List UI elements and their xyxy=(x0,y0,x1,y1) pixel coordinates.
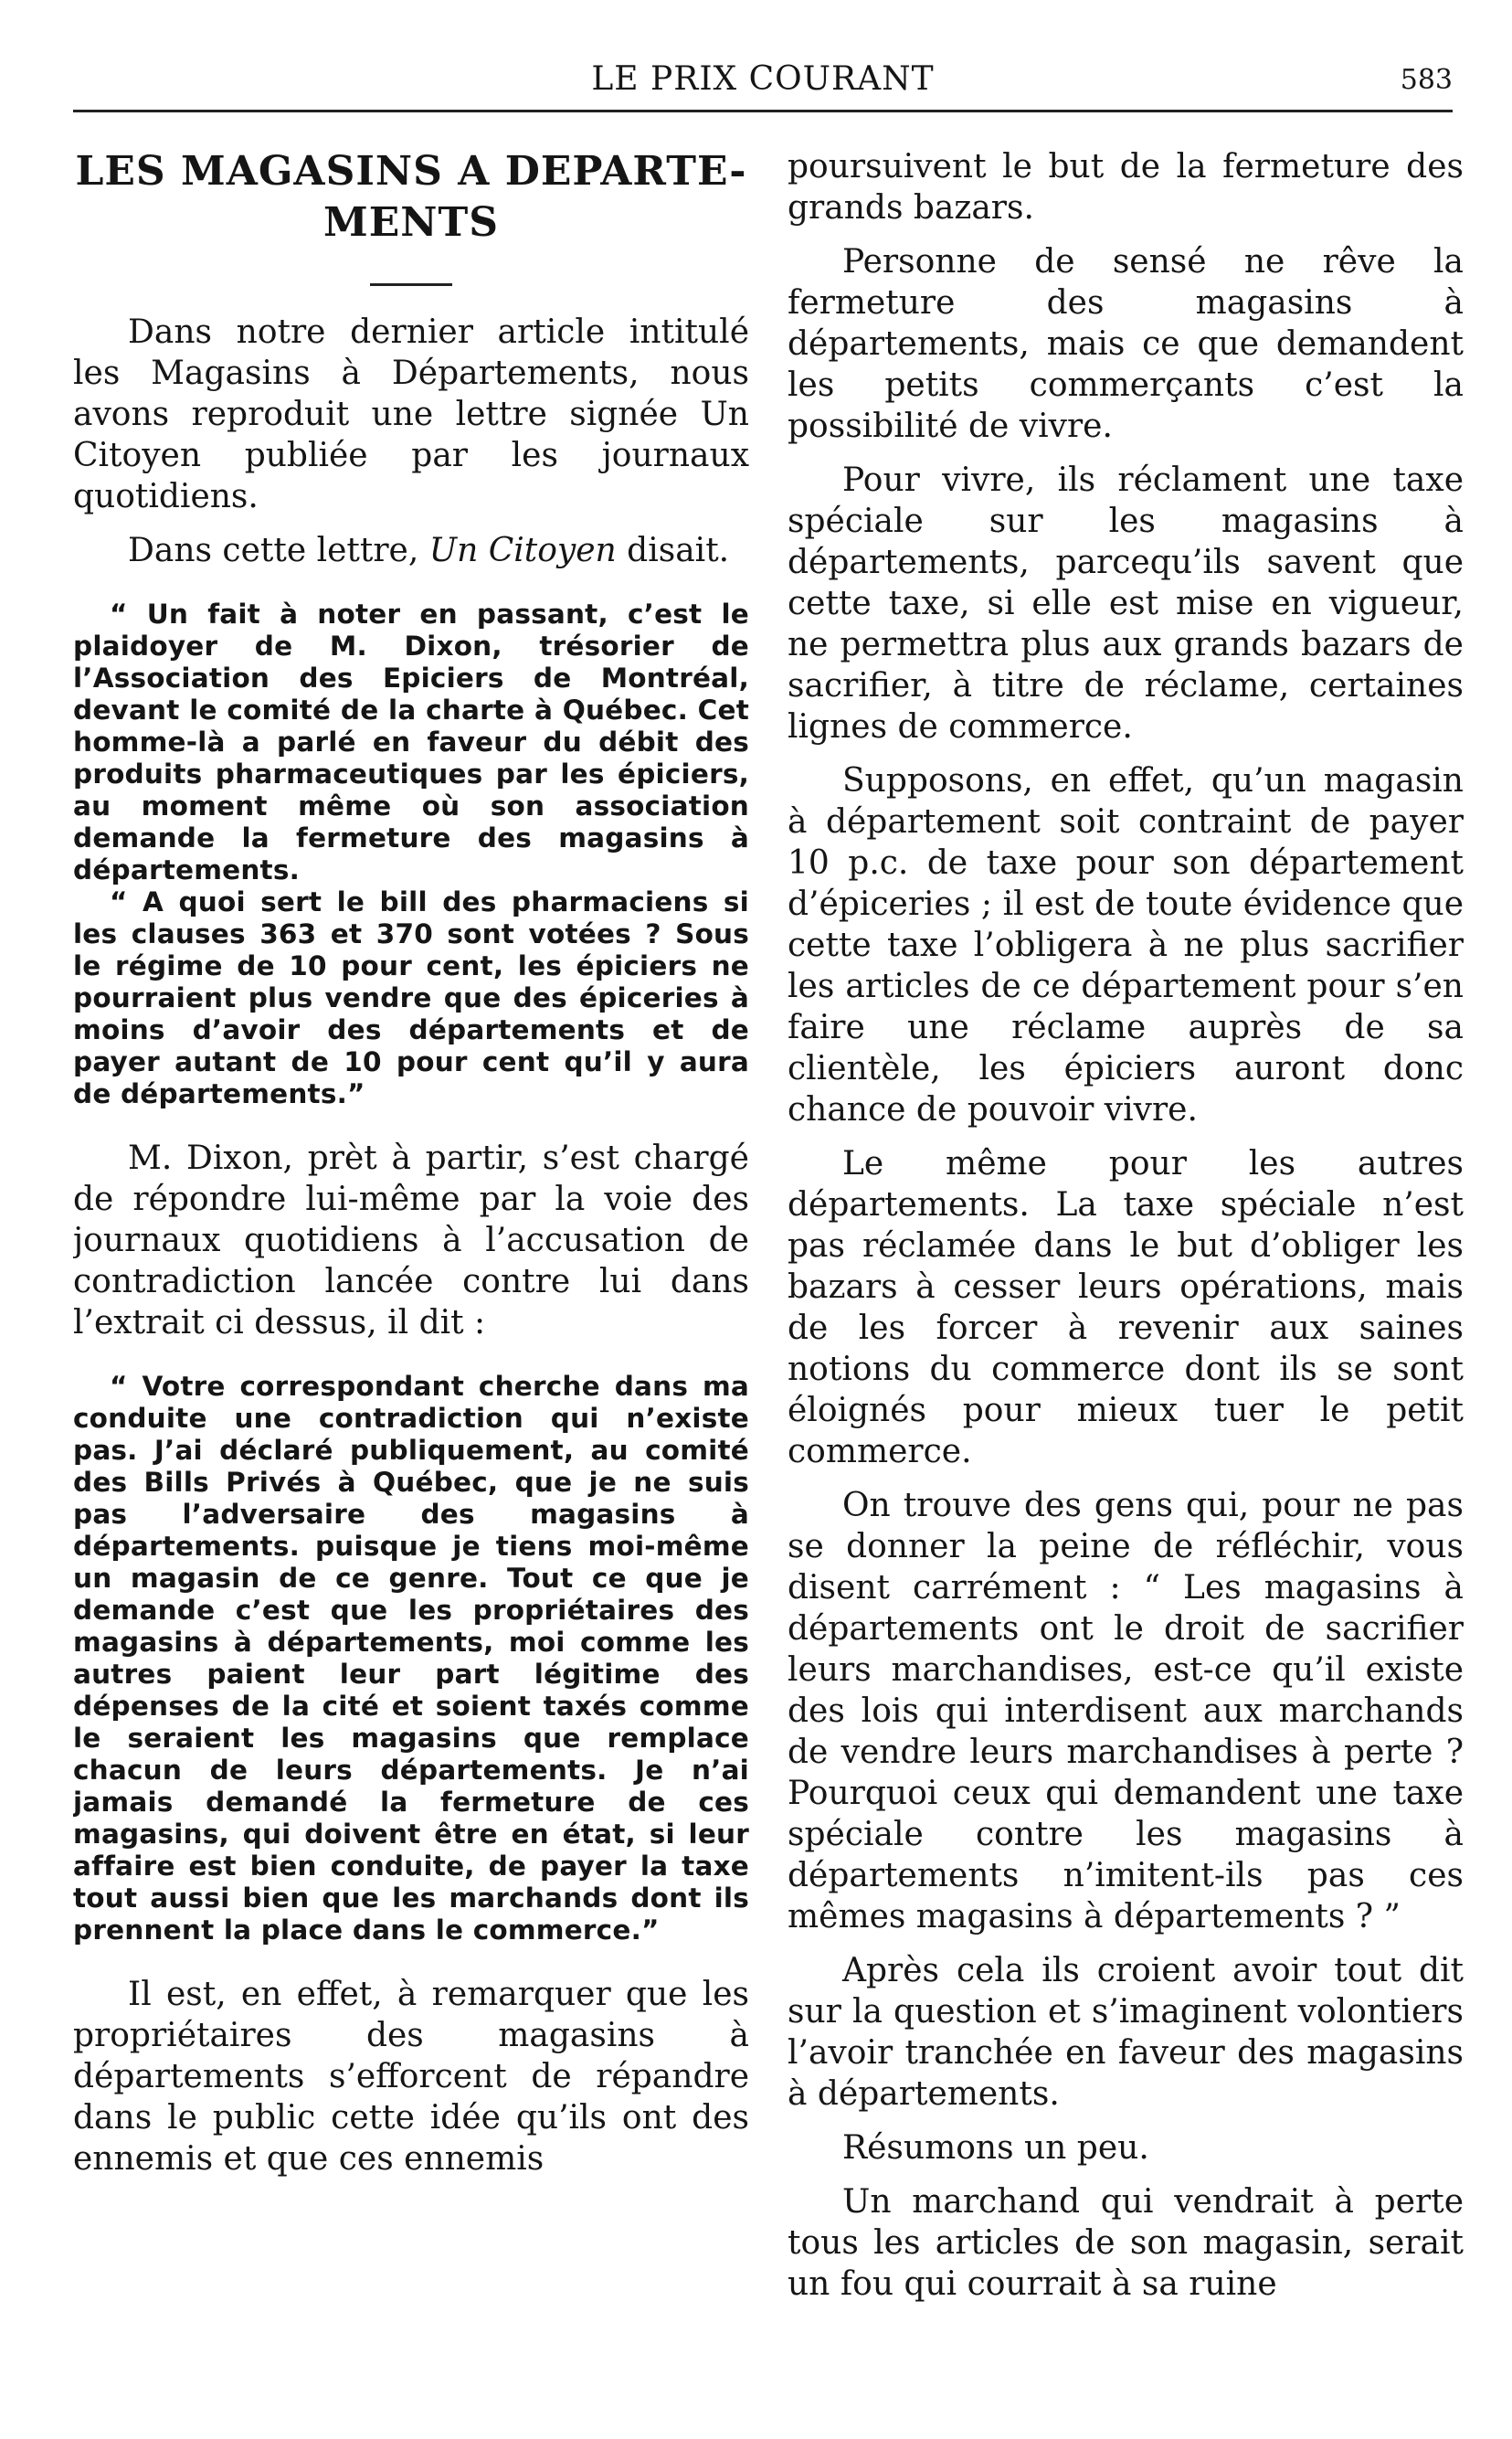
article-title-line-2: MENTS xyxy=(323,199,499,246)
paragraph: Supposons, en effet, qu’un magasin à département soit contraint de payer 10 p.c. de taxe pour son département d’épiceries ; il est de toute évidence que cette taxe l’obligera à ne plus sacrifier les articles de ce département pour s’en faire une réclame auprès de sa clientèle, les épiciers auront donc chance de pouvoir vivre. xyxy=(788,762,1464,1129)
article-title xyxy=(73,146,749,249)
left-column xyxy=(73,146,749,2403)
paragraph: Pour vivre, ils réclament une taxe spéciale sur les magasins à départements, parcequ’ils savent que cette taxe, si elle est mise en vigueur, ne permettra plus aux grands bazars de sacrifier, à titre de réclame, certaines lignes de commerce. xyxy=(788,461,1464,746)
paragraph: Dans notre dernier article intitulé les Magasins à Départements, nous avons reproduit une lettre signée Un Citoyen publiée par les journaux quotidiens. xyxy=(73,313,749,515)
paragraph: Personne de sensé ne rêve la fermeture des magasins à départements, mais ce que demandent les petits commerçants c’est la possibilité de vivre. xyxy=(788,243,1464,445)
title-rule xyxy=(370,283,452,286)
paragraph: poursuivent le but de la fermeture des grands bazars. xyxy=(788,148,1464,227)
running-head xyxy=(73,55,1453,112)
article-title-line-1: LES MAGASINS A DEPARTE- xyxy=(75,148,747,195)
paragraph: Un marchand qui vendrait à perte tous les articles de son magasin, serait un fou qui courrait à sa ruine xyxy=(788,2183,1464,2303)
quoted-paragraph: “ Votre correspondant cherche dans ma conduite une contradiction qui n’existe pas. J’ai déclaré publiquement, au comité des Bills Privés à Québec, que je ne suis pas l’adversaire des magasins à départements. puisque je tiens moi-même un magasin de ce genre. Tout ce que je demande c’est que les propriétaires des magasins à départements, moi comme les autres paient leur part légitime des dépenses de la cité et soient taxés comme le seraient les magasins que remplace chacun de leurs départements. Je n’ai jamais demandé la fermeture de ces magasins, qui doivent être en état, si leur affaire est bien conduite, de payer la taxe tout aussi bien que les marchands dont ils prennent la place dans le commerce.” xyxy=(73,1371,749,1946)
page-number: 583 xyxy=(1400,64,1453,96)
italic-text: Un Citoyen xyxy=(428,532,617,569)
paragraph xyxy=(73,530,749,571)
paragraph: Il est, en effet, à remarquer que les propriétaires des magasins à départements s’efforcent de répandre dans le public cette idée qu’ils ont des ennemis et que ces ennemis xyxy=(73,1976,749,2178)
quoted-paragraph: “ Un fait à noter en passant, c’est le plaidoyer de M. Dixon, trésorier de l’Association des Epiciers de Montréal, devant le comité de la charte à Québec. Cet homme-là a parlé en faveur du débit des produits pharmaceutiques par les épiciers, au moment même où son association demande la fermeture des magasins à départements. xyxy=(73,599,749,885)
text-run: disait. xyxy=(616,532,730,569)
paragraph: On trouve des gens qui, pour ne pas se donner la peine de réfléchir, vous disent carrément : “ Les magasins à départements ont le droit de sacrifier leurs marchandises, est-ce qu’il existe des lois qui interdisent aux marchands de vendre leurs marchandises à perte ? Pourquoi ceux qui demandent une taxe spéciale contre les magasins à départements n’imitent-ils pas ces mêmes magasins à départements ? ” xyxy=(788,1487,1464,1935)
paragraph: M. Dixon, prèt à partir, s’est chargé de répondre lui-même par la voie des journaux quotidiens à l’accusation de contradiction lancée contre lui dans l’extrait ci dessus, il dit : xyxy=(73,1140,749,1341)
paragraph: Résumons un peu. xyxy=(842,2129,1149,2167)
running-title: LE PRIX COURANT xyxy=(591,60,935,98)
text-run: Dans cette lettre, xyxy=(128,532,429,569)
paragraph: Après cela ils croient avoir tout dit sur la question et s’imaginent volontiers l’avoir tranchée en faveur des magasins à départements. xyxy=(788,1952,1464,2113)
paragraph: Le même pour les autres départements. La taxe spéciale n’est pas réclamée dans le but d’obliger les bazars à cesser leurs opérations, mais de les forcer à revenir aux saines notions du commerce dont ils se sont éloignés pour mieux tuer le petit commerce. xyxy=(788,1145,1464,1470)
right-column xyxy=(788,146,1464,2403)
quoted-paragraph: “ A quoi sert le bill des pharmaciens si les clauses 363 et 370 sont votées ? Sous le régime de 10 pour cent, les épiciers ne pourraient plus vendre que des épiceries à moins d’avoir des départements et de payer autant de 10 pour cent qu’il y aura de départements.” xyxy=(73,886,749,1109)
